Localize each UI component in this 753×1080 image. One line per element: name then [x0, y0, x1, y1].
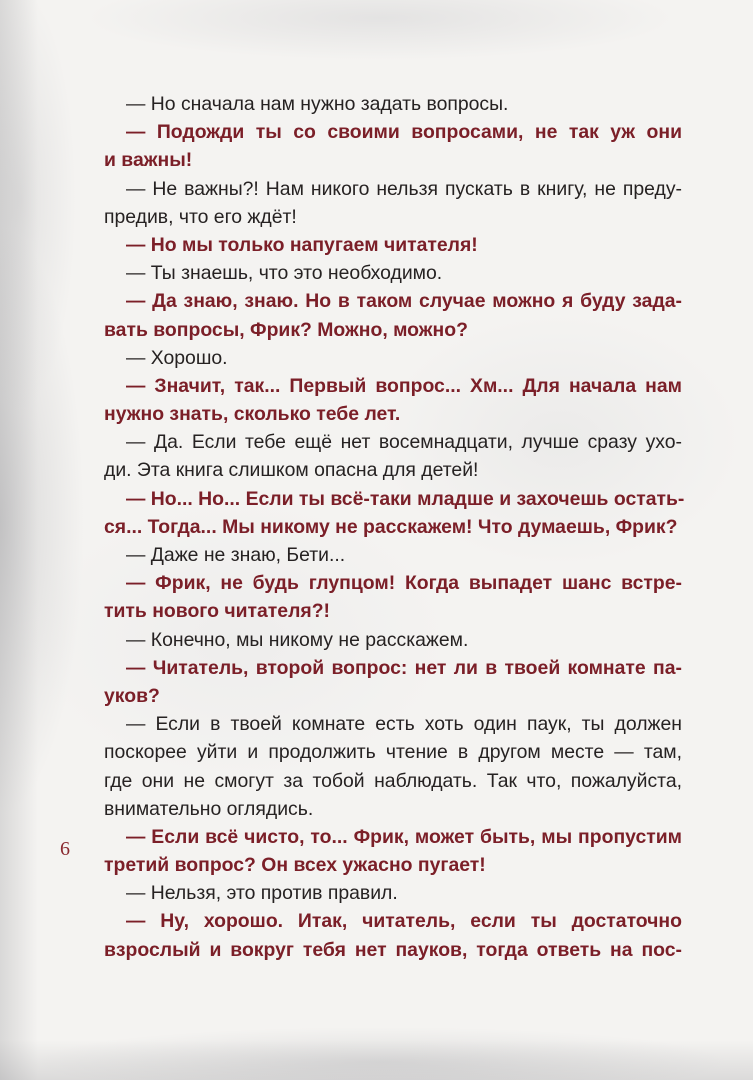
dialogue-line-frik: предив, что его ждёт! — [104, 205, 297, 228]
dialogue-line-beti: — Да знаю, знаю. Но в таком случае можно я буду зада- — [126, 290, 682, 313]
dialogue-line-beti: — Но... Но... Если ты всё-таки младше и захочешь остать- — [126, 487, 685, 510]
dialogue-line-frik: поскорее уйти и продолжить чтение в другом месте — там, — [104, 741, 682, 764]
dialogue-line-beti: — Ну, хорошо. Итак, читатель, если ты достаточно — [126, 910, 682, 933]
dialogue-line-beti: ся... Тогда... Мы никому не расскажем! Что думаешь, Фрик? — [104, 515, 678, 538]
dialogue-line-beti: тить нового читателя?! — [104, 600, 331, 623]
dialogue-line-beti: и важны! — [104, 149, 193, 172]
dialogue-line-frik: — Но сначала нам нужно задать вопросы. — [126, 93, 509, 115]
dialogue-line-beti: нужно знать, сколько тебе лет. — [104, 403, 401, 426]
dialogue-line-frik: — Да. Если тебе ещё нет восемнадцати, лучше сразу ухо- — [126, 431, 682, 454]
dialogue-text-block — [104, 90, 685, 964]
dialogue-line-beti: — Значит, так... Первый вопрос... Хм... Для начала нам — [126, 374, 682, 397]
dialogue-line-beti: — Подожди ты со своими вопросами, не так уж они — [126, 121, 682, 144]
dialogue-line-frik: — Конечно, мы никому не расскажем. — [126, 628, 469, 651]
dialogue-line-frik: — Даже не знаю, Бети... — [126, 544, 346, 566]
dialogue-line-beti: третий вопрос? Он всех ужасно пугает! — [104, 854, 486, 877]
dialogue-line-beti: взрослый и вокруг тебя нет пауков, тогда ответь на пос- — [104, 938, 682, 961]
dialogue-line-frik: ди. Эта книга слишком опасна для детей! — [104, 459, 479, 482]
dialogue-line-frik: — Ты знаешь, что это необходимо. — [126, 262, 443, 285]
page-number: 6 — [60, 838, 70, 860]
dialogue-line-frik: — Не важны?! Нам никого нельзя пускать в книгу, не преду- — [126, 177, 682, 200]
dialogue-line-frik: — Нельзя, это против правил. — [126, 882, 398, 905]
dialogue-line-beti: — Если всё чисто, то... Фрик, может быть, мы пропустим — [126, 825, 682, 848]
dialogue-line-frik: где они не смогут за тобой наблюдать. Так что, пожалуйста, — [104, 769, 682, 792]
dialogue-line-frik: внимательно оглядись. — [104, 797, 314, 820]
paper-edge-left — [0, 0, 38, 1080]
paper-edge-bottom — [0, 1040, 753, 1080]
dialogue-line-beti: — Читатель, второй вопрос: нет ли в твоей комнате па- — [126, 656, 682, 679]
dialogue-line-beti: — Но мы только напугаем читателя! — [126, 233, 478, 256]
dialogue-line-beti: вать вопросы, Фрик? Можно, можно? — [104, 318, 468, 341]
dialogue-line-beti: — Фрик, не будь глупцом! Когда выпадет шанс встре- — [126, 572, 682, 595]
dialogue-line-beti: уков? — [104, 684, 160, 707]
dialogue-line-frik: — Если в твоей комнате есть хоть один паук, ты должен — [126, 713, 682, 736]
dialogue-line-frik: — Хорошо. — [126, 346, 228, 369]
